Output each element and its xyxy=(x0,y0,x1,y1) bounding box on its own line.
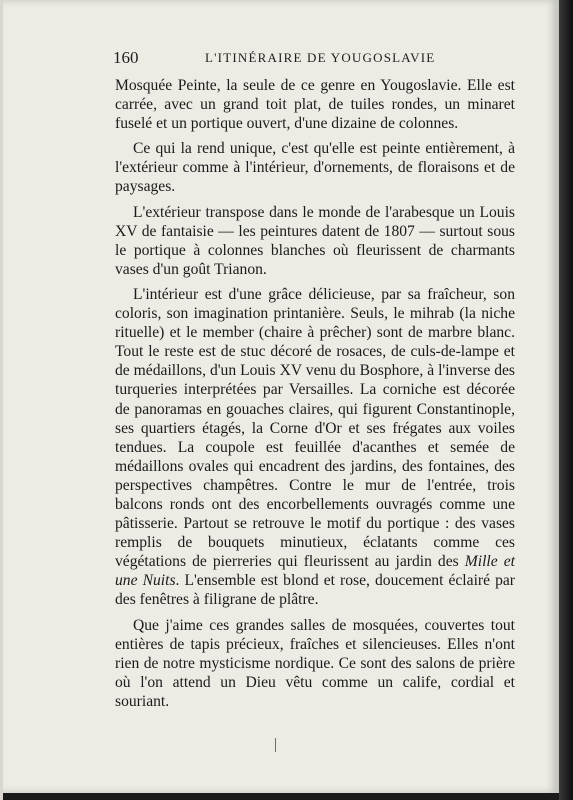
paragraph-4 xyxy=(115,285,515,610)
paragraph-5: Que j'aime ces grandes salles de mosquées, couvertes tout entières de tapis précieux, fraîches et silencieuses. Elles n'ont rien de notre mysticisme nordique. Ce sont des salons de prière où l'on attend un Dieu vêtu comme un calife, cordial et souriant. xyxy=(115,616,515,710)
page-header xyxy=(113,48,523,68)
page-right-shadow xyxy=(559,0,573,800)
running-title: L'ITINÉRAIRE DE YOUGOSLAVIE xyxy=(205,50,436,65)
paragraph-4-text: L'intérieur est d'une grâce délicieuse, par sa fraîcheur, son coloris, son imagination printanière. Seuls, le mihrab (la niche rituelle) et le member (chaire à prêcher) sont de marbre blanc. Tout le reste est de stuc décoré de rosaces, de culs-de-lampe et de médaillons, d'un Louis XV venu du Bosphore, à l'inverse des turqueries interprétées par Versailles. La corniche est décorée de panoramas en gouaches claires, qui figurent Constantinople, ses quartiers étagés, la Corne d'Or et ses frégates aux voiles tendues. La coupole est feuillée d'acanthes et semée de médaillons ovales qui encadrent des jardins, des fontaines, des perspectives champêtres. Contre le mur de l'entrée, trois balcons ronds ont des encorbellements ouvragés comme une pâtisserie. Partout se retrouve le motif du portique : des vases remplis de bouquets minutieux, éclatants comme ces végétations de pierreries qui fleurissent au jardin des xyxy=(115,285,515,571)
page-mark xyxy=(275,738,276,752)
paragraph-1: Mosquée Peinte, la seule de ce genre en Yougoslavie. Elle est carrée, avec un grand toit plat, de tuiles rondes, un minaret fuselé et un portique ouvert, d'une dizaine de colonnes. xyxy=(115,77,515,133)
page-number: 160 xyxy=(113,48,139,67)
italic-title: Mille et une Nuits xyxy=(115,553,515,590)
book-page xyxy=(3,0,559,793)
paragraph-3: L'extérieur transpose dans le monde de l'arabesque un Louis XV de fantaisie — les peintures datent de 1807 — surtout sous le portique à colonnes blanches où fleurissent de charmants vases d'un goût Trianon. xyxy=(115,203,515,278)
body-text xyxy=(115,76,515,717)
paragraph-4-end: . L'ensemble est blond et rose, doucement éclairé par des fenêtres à filigrane de plâtre. xyxy=(115,572,515,609)
paragraph-2: Ce qui la rend unique, c'est qu'elle est peinte entièrement, à l'extérieur comme à l'intérieur, d'ornements, de floraisons et de paysages. xyxy=(115,140,515,196)
